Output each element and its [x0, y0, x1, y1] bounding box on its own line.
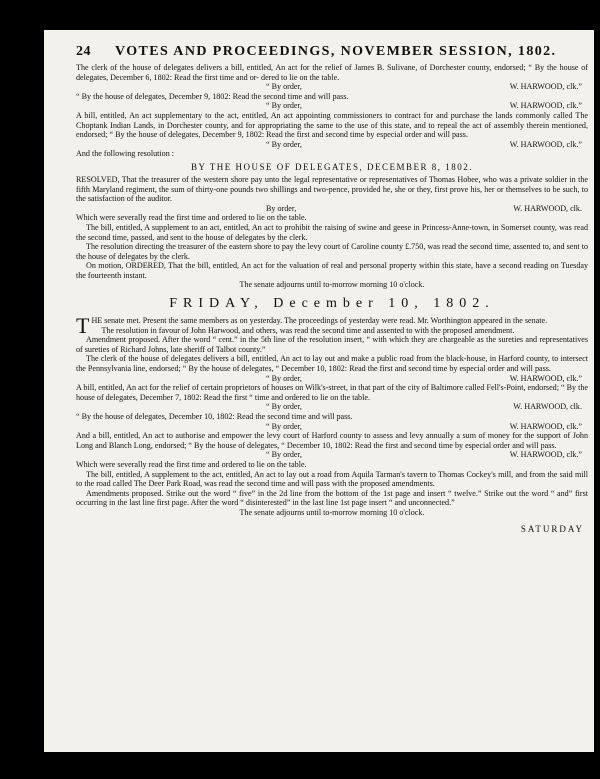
paragraph: The bill, entitled, A supplement to an act, entitled, An act to prohibit the raising of swine and geese in Princess-Anne-town, in Somerset county, was read the second time, passed, and sent to the house of delegates by the clerk.	[76, 222, 588, 242]
page-number: 24	[76, 44, 91, 59]
opening-text: HE senate met. Present the same members as on yesterday. The proceedings of yesterday were read. Mr. Worthington appeared in the senate.	[91, 316, 548, 326]
signature-line	[76, 204, 588, 214]
by-order-text: “ By order,	[266, 373, 302, 383]
clerk-name: W. HARWOOD, clk.”	[509, 101, 582, 111]
signature-line	[76, 374, 588, 384]
signature-line	[76, 402, 588, 412]
clerk-name: W. HARWOOD, clk.	[513, 203, 582, 213]
paragraph: Amendments proposed. Strike out the word “ five” in the 2d line from the bottom of the 1st page and insert “ twelve.” Strike out the word “ and” first occurring in the last line first page. After the word “ disinterested” in the last line 1st page insert “ and unconnected.”	[76, 488, 588, 508]
document-page	[44, 30, 594, 752]
by-order-text: “ By order,	[266, 402, 302, 412]
day-heading: FRIDAY, December 10, 1802.	[169, 296, 495, 312]
paragraph: And the following resolution :	[76, 149, 175, 159]
signature-line	[76, 422, 588, 432]
paragraph: “ By the house of delegates, December 10, 1802: Read the second time and will pass.	[76, 412, 353, 421]
paragraph: A bill, entitled, An act for the relief of certain proprietors of houses on Wilk's-street, in that part of the city of Baltimore called Fell's-Point, endorsed; “ By the house of delegates, December 7, 1802: Read the first “ time and ordered to lie on the table.	[76, 383, 588, 402]
clerk-name: W. HARWOOD, clk.”	[509, 82, 582, 92]
by-order-text: “ By order,	[266, 82, 302, 92]
paragraph: RESOLVED, That the treasurer of the western shore pay unto the legal representative or representatives of Thomas Hobee, who was a private soldier in the fifth Maryland regiment, the sum of thirty-one pounds two shillings and two-pence, provided he, she or they, first prove his, her or themselves to be such, to the satisfaction of the auditor.	[76, 174, 588, 204]
signature-line	[76, 140, 588, 150]
paragraph: A bill, entitled, An act supplementary to the act, entitled, An act appointing commissioners to contract for and purchase the lands commonly called The Choptank Indian Lands, in Dorchester county, and for appropriating the same to the use of this state, and to repeal the act of assembly therein mentioned, endorsed; “ By the house of delegates, December 9, 1802: Read the first and second time by especial order and will pass.	[76, 110, 588, 140]
by-order-text: “ By order,	[266, 101, 302, 111]
paragraph: Which were severally read the first time and ordered to lie on the table.	[76, 213, 307, 223]
paragraph: The clerk of the house of delegates delivers a bill, entitled, An act to lay out and make a public road from the black-house, in Harford county, to intersect the Pennsylvania line, endorsed; “ By the house of delegates, “ December 10, 1802: Read the first and second time by especial order and will pass.	[76, 354, 588, 374]
signature-line	[76, 101, 588, 111]
by-order-text: “ By order,	[266, 450, 302, 460]
clerk-name: W. HARWOOD, clk.”	[509, 421, 582, 431]
clerk-name: W. HARWOOD, clk.	[513, 402, 582, 412]
paragraph: Amendment proposed. After the word “ cent.” in the 5th line of the resolution insert, “ with which they are chargeable as the sureties and representatives of sureties of Richard Johns, late sheriff of Talbot county.”	[76, 335, 588, 354]
running-title: VOTES AND PROCEEDINGS, NOVEMBER SESSION, 1802.	[115, 44, 557, 59]
paragraph: The bill, entitled, A supplement to the act, entitled, An act to lay out a road from Aquila Tarman's tavern to Thomas Cockey's mill, and from the said mill to the road called The Deer Park Road, was read the second time and will pass with the proposed amendments.	[76, 469, 588, 489]
paragraph: The clerk of the house of delegates delivers a bill, entitled, An act for the relief of James B. Sulivane, of Dorchester county, endorsed; “ By the house of delegates, December 6, 1802: Read the first time and or- dered to lie on the table.	[76, 63, 588, 82]
by-order-text: “ By order,	[266, 421, 302, 431]
clerk-name: W. HARWOOD, clk.”	[509, 373, 582, 383]
clerk-name: W. HARWOOD, clk.”	[509, 450, 582, 460]
paragraph: The resolution in favour of John Harwood, and others, was read the second time and assented to with the proposed amendment.	[101, 325, 515, 335]
clerk-name: W. HARWOOD, clk.”	[509, 139, 582, 149]
paragraph: Which were severally read the first time and ordered to lie on the table.	[76, 459, 307, 469]
paragraph: On motion, ORDERED, That the bill, entitled, An act for the valuation of real and personal property within this state, have a second reading on Tuesday the fourteenth instant.	[76, 261, 588, 280]
paragraph: “ By the house of delegates, December 9, 1802: Read the second time and will pass.	[76, 91, 349, 101]
proceedings-bottom	[76, 326, 588, 518]
running-header	[76, 44, 588, 60]
signature-line	[76, 450, 588, 460]
adjournment-line: The senate adjourns until to-morrow morning 10 o'clock.	[239, 280, 425, 290]
by-order-text: By order,	[266, 203, 297, 213]
proceedings-top	[76, 63, 588, 290]
resolution-heading: BY THE HOUSE OF DELEGATES, DECEMBER 8, 1802.	[190, 161, 473, 172]
adjournment-line: The senate adjourns until to-morrow morning 10 o'clock.	[239, 507, 425, 517]
catchword: SATURDAY	[520, 523, 584, 534]
paragraph: The resolution directing the treasurer of the eastern shore to pay the levy court of Caroline county £.750, was read the second time, assented to, and sent to the house of delegates by the clerk.	[76, 242, 588, 261]
drop-cap: T	[76, 313, 90, 339]
by-order-text: “ By order,	[266, 139, 302, 149]
page-content	[76, 44, 588, 534]
signature-line	[76, 82, 588, 92]
paragraph: And a bill, entitled, An act to authorise and empower the levy court of Harford county to assess and levy annually a sum of money for the support of John Long and Blanch Long, endorsed; “ By the house of delegates, “ December 10, 1802: Read the first and second time by especial order and will pass.	[76, 431, 588, 450]
